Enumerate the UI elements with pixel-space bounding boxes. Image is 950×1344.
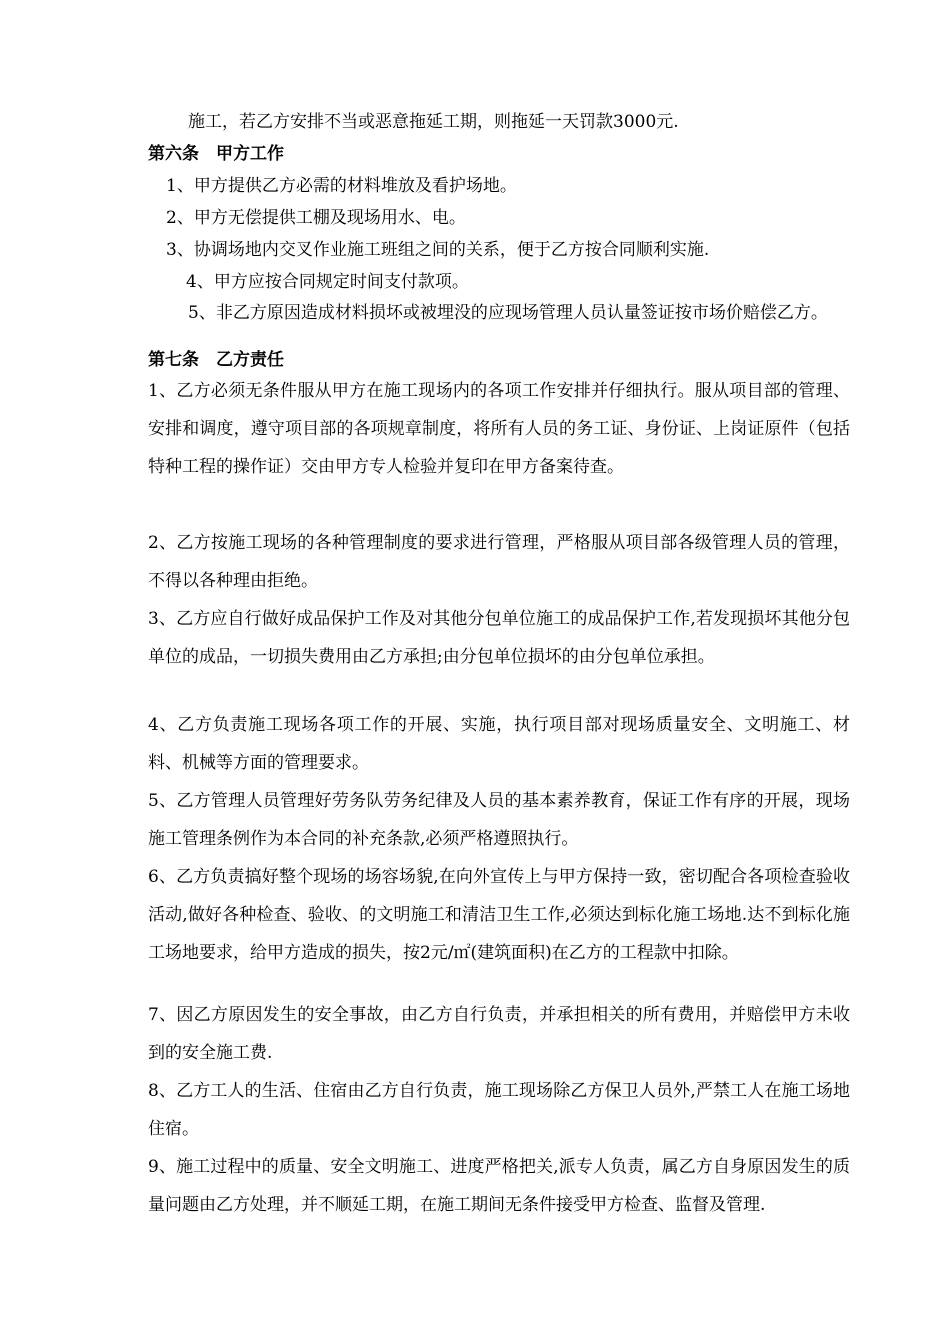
- section-7-item-6: 6、乙方负责搞好整个现场的场容场貌,在向外宣传上与甲方保持一致，密切配合各项检查验收活动,做好各种检查、验收、的文明施工和清洁卫生工作,必须达到标化施工场地.达不到标化施工场地要求，给甲方造成的损失，按2元/㎡(建筑面积)在乙方的工程款中扣除。: [148, 867, 850, 963]
- section-7-item-8: 8、乙方工人的生活、住宿由乙方自行负责，施工现场除乙方保卫人员外,严禁工人在施工场地住宿。: [148, 1081, 850, 1139]
- section-7-item-1: 1、乙方必须无条件服从甲方在施工现场内的各项工作安排并仔细执行。服从项目部的管理、安排和调度，遵守项目部的各项规章制度，将所有人员的务工证、身份证、上岗证原件（包括特种工程的操作证）交由甲方专人检验并复印在甲方备案待查。: [148, 381, 850, 477]
- intro-line: 施工，若乙方安排不当或恶意拖延工期，则拖延一天罚款3000元.: [188, 112, 679, 132]
- section-6-item-4: 4、甲方应按合同规定时间支付款项。: [186, 272, 469, 292]
- section-6-item-3: 3、协调场地内交叉作业施工班组之间的关系，便于乙方按合同顺利实施.: [166, 240, 710, 260]
- section-7-item-5: 5、乙方管理人员管理好劳务队劳务纪律及人员的基本素养教育，保证工作有序的开展，现场施工管理条例作为本合同的补充条款,必须严格遵照执行。: [148, 791, 850, 849]
- section-7-title: 第七条 乙方责任: [148, 350, 284, 370]
- section-6-item-5: 5、非乙方原因造成材料损坏或被埋没的应现场管理人员认量签证按市场价赔偿乙方。: [188, 303, 828, 323]
- section-7-item-3: 3、乙方应自行做好成品保护工作及对其他分包单位施工的成品保护工作,若发现损坏其他分包单位的成品，一切损失费用由乙方承担;由分包单位损坏的由分包单位承担。: [148, 609, 850, 667]
- section-6-title: 第六条 甲方工作: [148, 144, 284, 164]
- section-7-item-4: 4、乙方负责施工现场各项工作的开展、实施，执行项目部对现场质量安全、文明施工、材料、机械等方面的管理要求。: [148, 715, 850, 773]
- section-7-item-2: 2、乙方按施工现场的各种管理制度的要求进行管理，严格服从项目部各级管理人员的管理，不得以各种理由拒绝。: [148, 533, 850, 591]
- section-7-item-7: 7、因乙方原因发生的安全事故，由乙方自行负责，并承担相关的所有费用，并赔偿甲方未收到的安全施工费.: [148, 1005, 850, 1063]
- section-6-item-1: 1、甲方提供乙方必需的材料堆放及看护场地。: [166, 176, 517, 196]
- section-6-item-2: 2、甲方无偿提供工棚及现场用水、电。: [166, 208, 466, 228]
- section-7-item-9: 9、施工过程中的质量、安全文明施工、进度严格把关,派专人负责，属乙方自身原因发生的质量问题由乙方处理，并不顺延工期，在施工期间无条件接受甲方检查、监督及管理.: [148, 1157, 850, 1215]
